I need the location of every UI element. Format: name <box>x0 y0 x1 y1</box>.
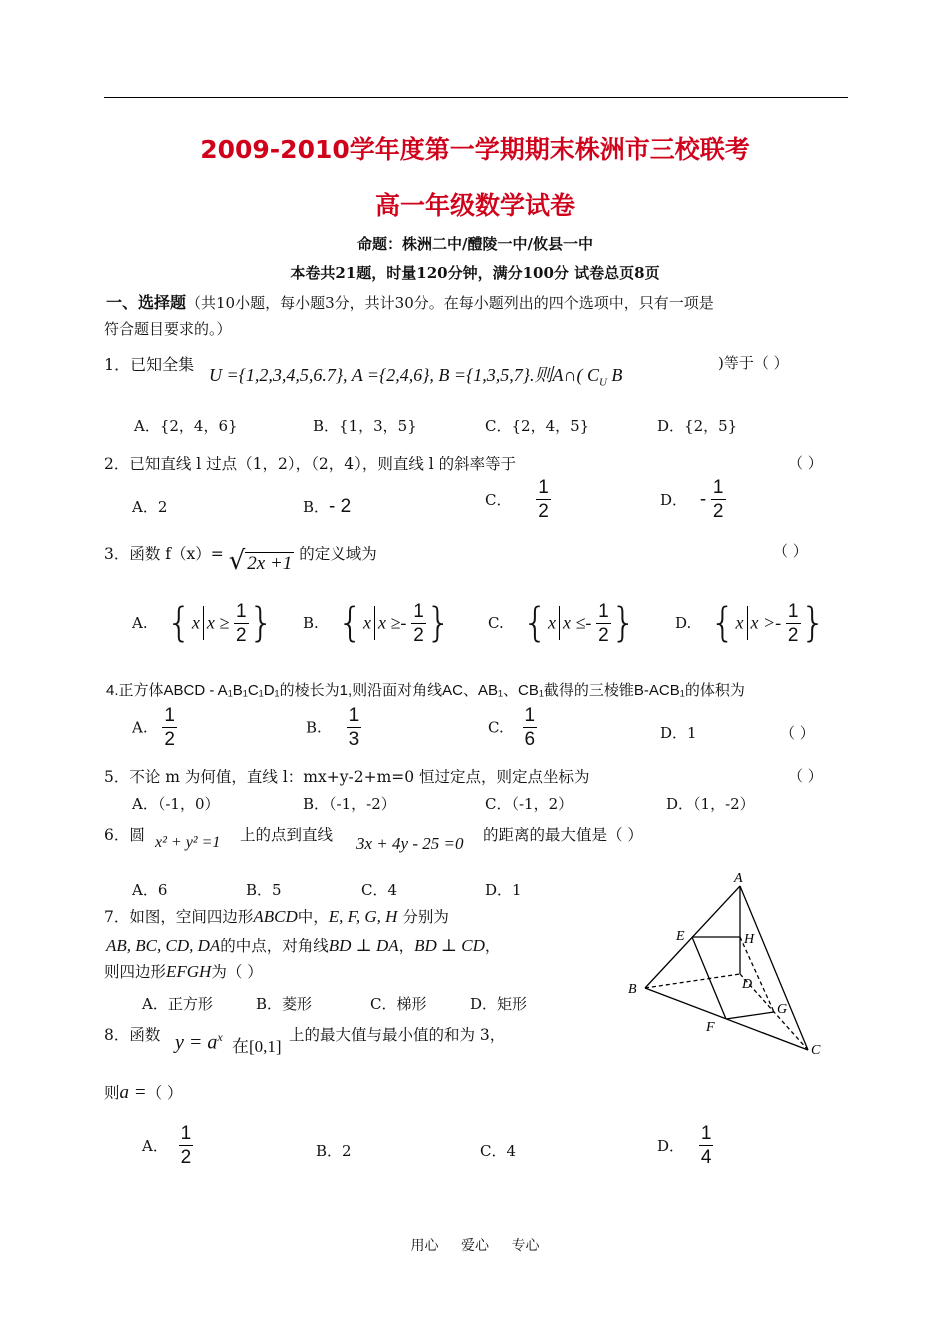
q6-mid: 上的点到直线 <box>240 826 334 844</box>
q3-b-x: x <box>363 612 372 633</box>
q8-d-den: 4 <box>700 1147 712 1168</box>
q7-l3b: EFGH <box>166 962 212 981</box>
q8-d-label: D． <box>657 1137 685 1155</box>
q8-l2a: 则 <box>104 1084 120 1102</box>
edge-BD <box>645 974 740 988</box>
q3-prefix: 3．函数 f（x）= <box>104 545 224 563</box>
q7-l1e: 分别为 <box>402 908 449 926</box>
q8-option-b: B．2 <box>316 1142 352 1160</box>
q4-a-den: 2 <box>164 729 175 750</box>
page-footer: 用心 爱心 专心 <box>410 1238 540 1254</box>
edge-AC <box>740 886 808 1050</box>
edge-HG <box>740 937 774 1012</box>
q3-d-den: 2 <box>787 624 799 646</box>
q1-math-main: U ={1,2,3,4,5,6.7}, A ={2,4,6}, B ={1,3,5,7}.则A∩( C <box>209 365 599 385</box>
q6-line-eq: 3x + 4y - 25 =0 <box>356 834 464 853</box>
q2-c-num: 1 <box>538 477 549 498</box>
edge-FG <box>726 1012 774 1019</box>
q6-prefix: 6．圆 <box>104 826 145 844</box>
q2-option-c <box>485 478 551 521</box>
q7-l3a: 则四边形 <box>104 963 167 981</box>
q7-l1c: 中， <box>297 908 329 926</box>
q2-d-den: 2 <box>712 501 724 522</box>
q3-a-rel: x ≥ <box>206 612 230 633</box>
q4-option-a <box>132 706 177 749</box>
q4-a-num: 1 <box>164 705 175 726</box>
q2-option-a: A．2 <box>132 498 168 516</box>
q3-option-d: D. {x x >- $\frac{1}{2}$ } <box>675 600 826 646</box>
question-7-line-3 <box>104 960 263 982</box>
question-7-line-2 <box>106 934 500 956</box>
q7-l2e: BD ⊥ CD <box>414 936 485 955</box>
q2-paren: （ ） <box>788 454 823 472</box>
q3-a-label: A. <box>132 614 148 632</box>
fig-label-H: H <box>744 932 755 947</box>
q2-option-d <box>660 478 726 521</box>
question-1 <box>104 352 194 375</box>
q5-option-d: D．（1，-2） <box>666 795 755 813</box>
q4-option-d: D．1 <box>660 724 697 742</box>
q2-d-fraction <box>711 478 726 521</box>
q7-l2b: 的中点，对角线 <box>220 937 329 955</box>
q1-option-a: A．{2，4，6} <box>134 417 238 435</box>
q4-b-num: 1 <box>348 705 360 726</box>
q8-prefix: 8．函数 <box>104 1026 161 1044</box>
q6-option-c: C．4 <box>361 881 398 899</box>
q2-d-label: D． <box>660 491 688 509</box>
q2-option-b <box>303 496 351 518</box>
q7-l2a: AB, BC, CD, DA <box>106 936 221 955</box>
section-desc-2: 符合题目要求的。） <box>104 320 232 338</box>
q4-b-label: B. <box>306 718 322 737</box>
q1-option-d: D．{2，5} <box>657 417 738 435</box>
q2-b-label: B． <box>303 498 330 516</box>
q4-option-c <box>488 706 537 749</box>
q3-c-den: 2 <box>598 624 609 646</box>
q8-option-a <box>142 1124 193 1167</box>
section-desc-1: （共10小题，每小题3分，共计30分。在每小题列出的四个选项中，只有一项是 <box>186 294 714 312</box>
fig-label-A: A <box>734 871 743 886</box>
q5-option-c: C．（-1，2） <box>485 795 574 813</box>
q7-l2d: ， <box>398 937 415 955</box>
q7-l1a: 7．如图，空间四边形 <box>104 908 254 926</box>
q5-option-b: B．（-1，-2） <box>303 795 396 813</box>
q8-func-base: y = a <box>175 1031 218 1054</box>
q3-option-c: C. {x x ≤- $\frac{1}{2}$ } <box>488 600 637 646</box>
section-heading: 一、选择题 <box>106 293 187 312</box>
q3-c-num: 1 <box>598 600 609 622</box>
q3-d-label: D. <box>675 614 692 632</box>
q7-option-a: A．正方形 <box>142 995 213 1013</box>
q7-l2f: ， <box>484 937 501 955</box>
q1-option-b: B．{1，3，5} <box>313 417 417 435</box>
q3-b-num: 1 <box>413 600 424 622</box>
exam-subtitle: 高一年级数学试卷 <box>374 191 575 220</box>
q3-c-rel: x ≤- <box>562 612 592 633</box>
q1-suffix: )等于（ ） <box>718 354 789 372</box>
q2-b-value: - 2 <box>329 496 352 517</box>
question-4: 4.正方体ABCD - A₁B₁C₁D₁的棱长为1,则沿面对角线AC、AB₁、CB₁截得的三棱锥B-ACB₁的体积为 <box>106 682 745 699</box>
q1-math-end: B <box>606 365 623 385</box>
q3-c-label: C. <box>488 614 504 632</box>
question-3 <box>104 540 377 576</box>
q4-c-num: 1 <box>524 705 536 726</box>
q8-d-num: 1 <box>700 1123 712 1144</box>
q6-suffix: 的距离的最大值是（ ） <box>483 826 643 844</box>
q1-option-c: C．{2，4，5} <box>485 417 590 435</box>
q7-l2c: BD ⊥ DA <box>328 936 399 955</box>
q8-interval: 在[0,1] <box>232 1037 282 1056</box>
q3-paren: （ ） <box>773 542 808 560</box>
question-5: 5．不论 m 为何值，直线 l：mx+y-2+m=0 恒过定点，则定点坐标为 <box>104 768 590 786</box>
q3-a-x: x <box>191 612 200 633</box>
q3-option-b: B. {x x ≥- $\frac{1}{2}$ } <box>303 600 452 646</box>
q3-c-x: x <box>547 612 556 633</box>
q2-c-den: 2 <box>538 501 549 522</box>
edge-EF <box>692 937 726 1019</box>
tetrahedron-figure <box>620 868 830 1058</box>
q1-prefix: 1．已知全集 <box>104 355 195 374</box>
fig-label-E: E <box>676 929 685 944</box>
q4-a-label: A. <box>132 718 148 737</box>
q3-d-rel: x >- <box>750 612 782 633</box>
q7-l3c: 为（ ） <box>211 963 263 981</box>
q3-b-den: 2 <box>413 624 424 646</box>
fig-label-B: B <box>628 982 637 997</box>
exam-authors: 命题：株洲二中/醴陵一中/攸县一中 <box>357 235 593 253</box>
q7-l1b: ABCD <box>253 907 298 926</box>
q2-d-sign: - <box>699 488 707 510</box>
q5-option-a: A．（-1，0） <box>132 795 220 813</box>
q2-c-fraction <box>536 478 551 521</box>
q3-a-num: 1 <box>236 600 247 622</box>
q8-func-exp: x <box>217 1030 223 1044</box>
q7-option-b: B．菱形 <box>256 995 313 1013</box>
q8-func <box>175 1030 223 1055</box>
q2-c-label: C． <box>485 491 512 509</box>
q3-d-x: x <box>735 612 744 633</box>
section-heading-line <box>106 290 714 313</box>
q3-b-rel: x ≥- <box>378 612 407 633</box>
fig-label-G: G <box>777 1002 788 1017</box>
exam-info: 本卷共21题，时量120分钟，满分100分 试卷总页8页 <box>290 264 660 282</box>
q4-option-b <box>306 706 361 749</box>
q3-radicand: 2x +1 <box>247 553 293 574</box>
fig-label-F: F <box>706 1020 715 1035</box>
question-2: 2．已知直线 l 过点（1，2），（2，4），则直线 l 的斜率等于 <box>104 455 517 473</box>
q4-c-den: 6 <box>524 729 536 750</box>
fig-label-C: C <box>811 1043 821 1058</box>
q3-suffix: 的定义域为 <box>299 545 377 563</box>
q3-option-a: A. {x x ≥ $\frac{1}{2}$ } <box>132 600 275 646</box>
q6-option-a: A．6 <box>132 881 168 899</box>
q5-paren: （ ） <box>788 767 823 785</box>
q3-a-den: 2 <box>236 624 247 646</box>
q1-math-sub: U <box>598 376 607 389</box>
q8-l2b: a = <box>119 1082 147 1103</box>
q6-option-d: D．1 <box>485 881 522 899</box>
exam-title: 2009-2010学年度第一学期期末株洲市三校联考 <box>200 135 750 164</box>
q4-paren: （ ） <box>780 724 815 742</box>
q8-a-den: 2 <box>180 1147 192 1168</box>
q8-option-d <box>657 1124 713 1167</box>
q4-c-label: C. <box>488 718 504 737</box>
q1-math <box>209 361 622 389</box>
q6-circle-eq: x² + y² =1 <box>155 834 221 851</box>
top-rule <box>104 97 848 98</box>
q8-a-num: 1 <box>180 1123 192 1144</box>
q4-b-den: 3 <box>348 729 360 750</box>
q3-d-num: 1 <box>787 600 799 622</box>
q3-b-label: B. <box>303 614 319 632</box>
q8-line-2 <box>104 1081 183 1104</box>
q3-sqrt: √ 2x +1 <box>228 546 293 576</box>
q2-d-num: 1 <box>712 477 724 498</box>
q6-option-b: B．5 <box>246 881 282 899</box>
q8-option-c: C．4 <box>480 1142 517 1160</box>
fig-label-D: D <box>742 977 753 992</box>
q8-a-label: A． <box>142 1137 168 1155</box>
q7-l1d: E, F, G, H <box>328 907 398 926</box>
q8-l2c: （ ） <box>146 1084 183 1102</box>
q7-option-d: D．矩形 <box>470 995 528 1013</box>
question-7-line-1 <box>104 905 449 927</box>
q8-suffix: 上的最大值与最小值的和为 3， <box>289 1026 506 1044</box>
q7-option-c: C．梯形 <box>370 995 427 1013</box>
